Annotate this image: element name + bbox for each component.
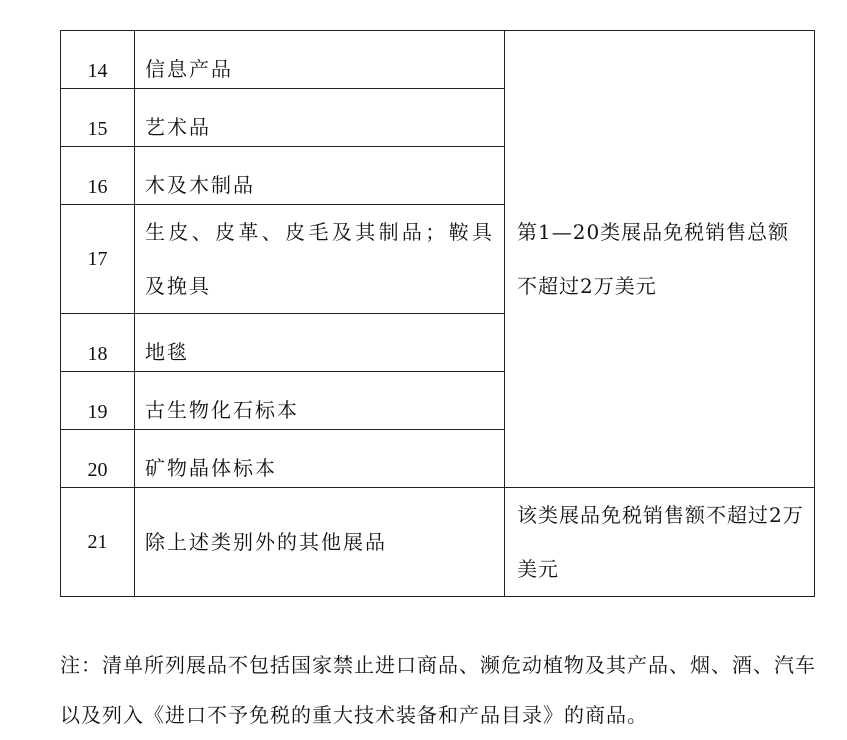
row-category: 木及木制品	[135, 147, 505, 205]
row-number: 17	[61, 205, 135, 314]
row-category: 艺术品	[135, 89, 505, 147]
row-number: 19	[61, 372, 135, 430]
row-category: 古生物化石标本	[135, 372, 505, 430]
exhibit-list-table	[60, 30, 814, 597]
row-number: 21	[61, 488, 135, 597]
row-number: 14	[61, 31, 135, 89]
row-category: 生皮、皮革、皮毛及其制品；鞍具及挽具	[135, 205, 505, 314]
row-category: 信息产品	[135, 31, 505, 89]
row-number: 18	[61, 314, 135, 372]
duty-free-note-1-20: 第1—20类展品免税销售总额不超过2万美元	[505, 31, 815, 488]
row-category: 除上述类别外的其他展品	[135, 488, 505, 597]
table-row	[61, 488, 815, 597]
table	[60, 30, 815, 597]
row-number: 16	[61, 147, 135, 205]
row-number: 15	[61, 89, 135, 147]
duty-free-note-21: 该类展品免税销售额不超过2万美元	[505, 488, 815, 597]
footnote: 注：清单所列展品不包括国家禁止进口商品、濒危动植物及其产品、烟、酒、汽车以及列入《进口不予免税的重大技术装备和产品目录》的商品。	[60, 653, 816, 727]
table-row	[61, 31, 815, 89]
row-category: 地毯	[135, 314, 505, 372]
row-category: 矿物晶体标本	[135, 430, 505, 488]
row-number: 20	[61, 430, 135, 488]
